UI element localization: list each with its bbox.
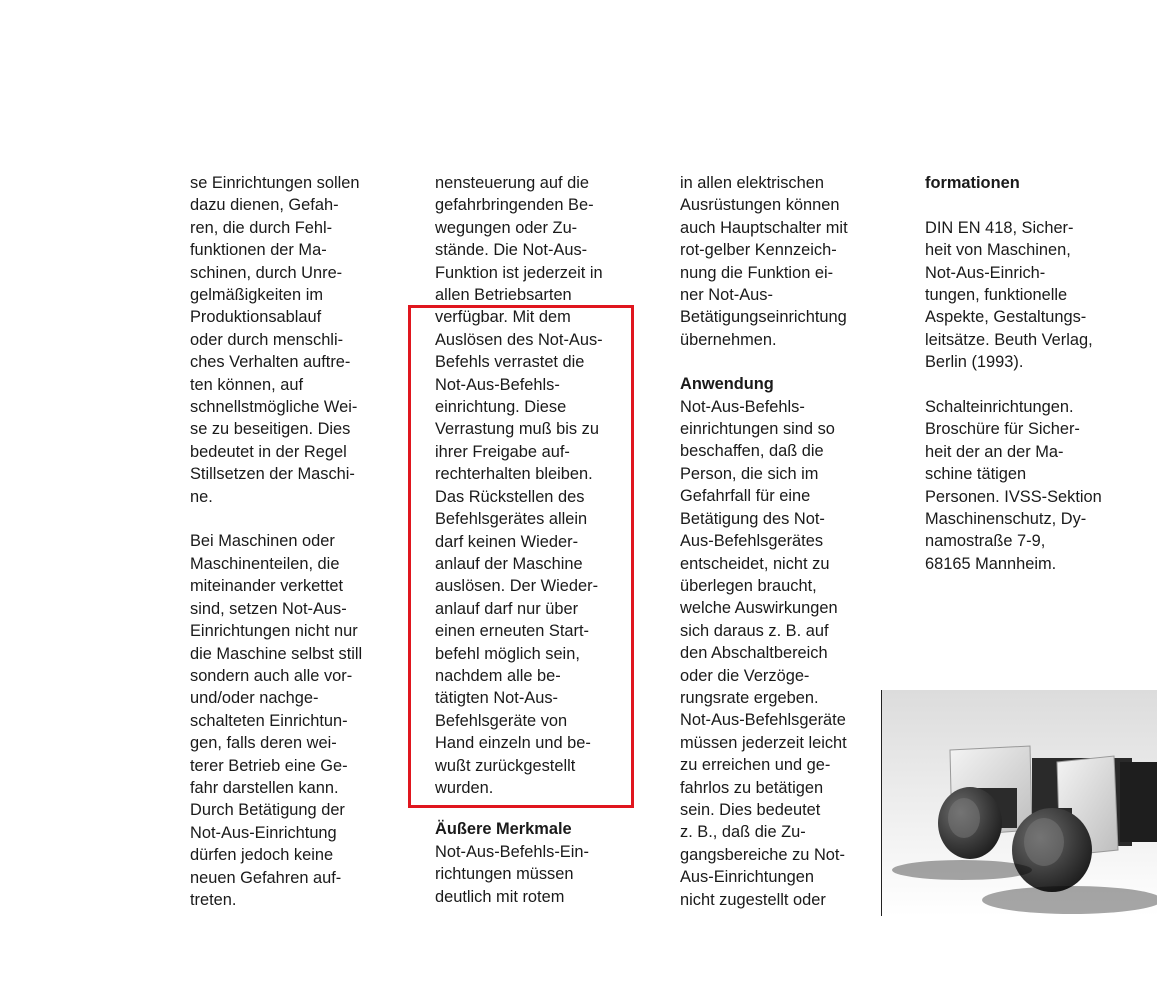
text-line: müssen jederzeit leicht xyxy=(680,733,847,752)
text-line: Broschüre für Sicher- xyxy=(925,420,1080,439)
text-line: oder die Verzöge- xyxy=(680,666,810,685)
text-line: Not-Aus-Einrich- xyxy=(925,263,1046,282)
text-line: ner Not-Aus- xyxy=(680,286,773,305)
text-line: schalteten Einrichtun- xyxy=(190,711,348,730)
text-line: Schalteinrichtungen. xyxy=(925,398,1074,417)
text-line: terer Betrieb eine Ge- xyxy=(190,756,348,775)
text-line: fahrlos zu betätigen xyxy=(680,778,824,797)
text-line: anlauf darf nur über xyxy=(435,599,579,618)
text-line: sein. Dies bedeutet xyxy=(680,800,821,819)
text-line: und/oder nachge- xyxy=(190,689,319,708)
text-line: nachdem alle be- xyxy=(435,666,561,685)
text-line: sind, setzen Not-Aus- xyxy=(190,599,347,618)
text-line: funktionen der Ma- xyxy=(190,241,327,260)
text-line: anlauf der Maschine xyxy=(435,554,583,573)
text-line: heit von Maschinen, xyxy=(925,241,1071,260)
text-line: Maschinenteilen, die xyxy=(190,554,340,573)
text-line: Bei Maschinen oder xyxy=(190,532,335,551)
text-line: ten können, auf xyxy=(190,375,304,394)
text-line: Ausrüstungen können xyxy=(680,196,840,215)
column-4 xyxy=(925,172,1102,575)
text-line: Durch Betätigung der xyxy=(190,801,345,820)
text-line: Stillsetzen der Maschi- xyxy=(190,465,355,484)
text-line: Not-Aus-Befehls- xyxy=(680,397,805,416)
text-line: schine tätigen xyxy=(925,465,1027,484)
text-line: schinen, durch Unre- xyxy=(190,263,343,282)
text-line: allen Betriebsarten xyxy=(435,286,572,305)
text-line: richtungen müssen xyxy=(435,865,574,884)
text-line: Hand einzeln und be- xyxy=(435,734,591,753)
text-line: Person, die sich im xyxy=(680,464,819,483)
text-line: heit der an der Ma- xyxy=(925,442,1064,461)
text-line: bedeutet in der Regel xyxy=(190,442,347,461)
text-line: übernehmen. xyxy=(680,330,777,349)
text-line: Not-Aus-Befehlsgeräte xyxy=(680,711,846,730)
text-line: Das Rückstellen des xyxy=(435,487,585,506)
text-line: tätigten Not-Aus- xyxy=(435,689,558,708)
text-line: nensteuerung auf die xyxy=(435,174,590,192)
text-line: nung die Funktion ei- xyxy=(680,263,834,282)
text-line: in allen elektrischen xyxy=(680,174,824,192)
text-line: ne. xyxy=(190,487,213,506)
text-line: treten. xyxy=(190,890,237,909)
text-line: die Maschine selbst still xyxy=(190,644,363,663)
text-line: Maschinenschutz, Dy- xyxy=(925,510,1087,529)
emergency-stop-buttons-photo xyxy=(881,690,1157,916)
text-line: gefahrbringenden Be- xyxy=(435,196,594,215)
text-line: Auslösen des Not-Aus- xyxy=(435,330,603,349)
text-line: stände. Die Not-Aus- xyxy=(435,241,588,260)
text-line: Betätigung des Not- xyxy=(680,509,825,528)
text-line: leitsätze. Beuth Verlag, xyxy=(925,330,1093,349)
text-line: dazu dienen, Gefah- xyxy=(190,196,339,215)
text-line: se zu beseitigen. Dies xyxy=(190,420,351,439)
text-line: rechterhalten bleiben. xyxy=(435,465,593,484)
text-line: entscheidet, nicht zu xyxy=(680,554,830,573)
text-line: verfügbar. Mit dem xyxy=(435,308,571,327)
column-1 xyxy=(190,172,362,911)
text-line: namostraße 7-9, xyxy=(925,532,1046,551)
text-line: Personen. IVSS-Sektion xyxy=(925,487,1102,506)
text-line: einrichtung. Diese xyxy=(435,398,567,417)
heading-anwendung: Anwendung xyxy=(680,375,774,394)
text-line: Aus-Befehlsgerätes xyxy=(680,532,824,551)
text-line: sich daraus z. B. auf xyxy=(680,621,829,640)
text-line: zu erreichen und ge- xyxy=(680,756,831,775)
text-line: miteinander verkettet xyxy=(190,577,344,596)
emergency-stop-buttons-icon xyxy=(882,690,1157,916)
text-line: ren, die durch Fehl- xyxy=(190,218,333,237)
text-line: gen, falls deren wei- xyxy=(190,734,337,753)
text-line: gangsbereiche zu Not- xyxy=(680,845,845,864)
text-line: einrichtungen sind so xyxy=(680,420,835,439)
text-line: Funktion ist jederzeit in xyxy=(435,263,603,282)
heading-aeussere-merkmale: Äußere Merkmale xyxy=(435,820,572,839)
text-line: Betätigungseinrichtung xyxy=(680,308,847,327)
text-line: einen erneuten Start- xyxy=(435,622,589,641)
text-line: ches Verhalten auftre- xyxy=(190,353,351,372)
text-line: wurden. xyxy=(435,778,494,797)
text-line: Befehls verrastet die xyxy=(435,353,585,372)
text-line: auslösen. Der Wieder- xyxy=(435,577,599,596)
text-line: Einrichtungen nicht nur xyxy=(190,622,358,641)
text-line: tungen, funktionelle xyxy=(925,286,1068,305)
highlight-box xyxy=(408,305,634,808)
text-line: Produktionsablauf xyxy=(190,308,322,327)
text-line: dürfen jedoch keine xyxy=(190,846,334,865)
text-line: neuen Gefahren auf- xyxy=(190,868,342,887)
text-line: DIN EN 418, Sicher- xyxy=(925,218,1074,237)
text-line: Aspekte, Gestaltungs- xyxy=(925,308,1087,327)
text-line: se Einrichtungen sollen xyxy=(190,174,360,192)
text-line: überlegen braucht, xyxy=(680,576,817,595)
text-line: Befehlsgeräte von xyxy=(435,711,568,730)
text-line: ihrer Freigabe auf- xyxy=(435,442,570,461)
text-line: Gefahrfall für eine xyxy=(680,487,811,506)
text-line: 68165 Mannheim. xyxy=(925,554,1057,573)
text-line: deutlich mit rotem xyxy=(435,887,565,906)
text-line: darf keinen Wieder- xyxy=(435,532,579,551)
text-line: Verrastung muß bis zu xyxy=(435,420,599,439)
text-line: wegungen oder Zu- xyxy=(435,218,578,237)
text-line: Aus-Einrichtungen xyxy=(680,868,814,887)
text-line: Befehlsgerätes allein xyxy=(435,510,588,529)
text-line: befehl möglich sein, xyxy=(435,644,580,663)
text-line: rot-gelber Kennzeich- xyxy=(680,241,837,260)
text-line: gelmäßigkeiten im xyxy=(190,286,323,305)
text-line: fahr darstellen kann. xyxy=(190,778,339,797)
text-line: z. B., daß die Zu- xyxy=(680,823,806,842)
text-line: Berlin (1993). xyxy=(925,353,1024,372)
text-line: wußt zurückgestellt xyxy=(435,756,576,775)
text-line: auch Hauptschalter mit xyxy=(680,218,848,237)
text-line: den Abschaltbereich xyxy=(680,644,828,663)
text-line: Not-Aus-Einrichtung xyxy=(190,823,337,842)
text-line: schnellstmögliche Wei- xyxy=(190,398,358,417)
text-line: Not-Aus-Befehls- xyxy=(435,375,560,394)
text-line: oder durch menschli- xyxy=(190,330,344,349)
text-line: welche Auswirkungen xyxy=(680,599,838,618)
text-line: rungsrate ergeben. xyxy=(680,688,819,707)
heading-informationen: formationen xyxy=(925,174,1020,192)
text-line: beschaffen, daß die xyxy=(680,442,824,461)
text-line: nicht zugestellt oder xyxy=(680,890,826,909)
column-3 xyxy=(680,172,848,911)
text-line: sondern auch alle vor- xyxy=(190,666,353,685)
text-line: Not-Aus-Befehls-Ein- xyxy=(435,842,589,861)
